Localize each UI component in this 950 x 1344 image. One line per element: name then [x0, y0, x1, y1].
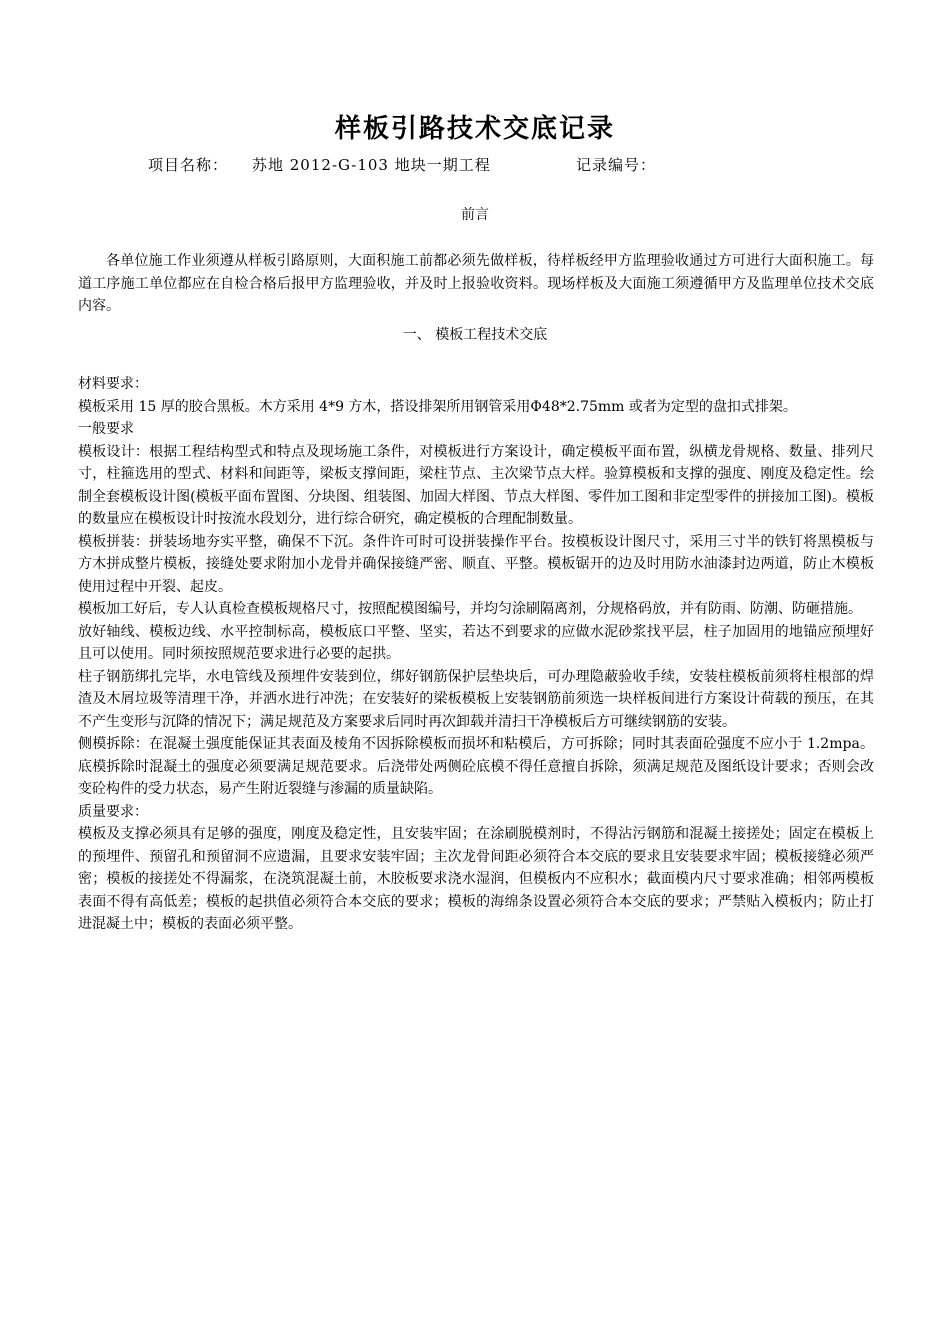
document-title: 样板引路技术交底记录 [334, 114, 615, 144]
section-body [78, 373, 874, 936]
column-rebar-paragraph: 柱子钢筋绑扎完毕，水电管线及预埋件安装到位，绑好钢筋保护层垫块后，可办理隐蔽验收手续，安装柱模板前须将柱根部的焊渣及木屑垃圾等清理干净，并洒水进行冲洗；在安装好的梁板模板上安装钢筋前须选一块样板间进行方案设计荷载的预压，在其不产生变形与沉降的情况下；满足规范及方案要求后同时再次卸载并清扫干净模板后方可继续钢筋的安装。 [78, 668, 874, 730]
section-heading: 一、 模板工程技术交底 [402, 327, 548, 343]
axis-layout-paragraph: 放好轴线、模板边线、水平控制标高，模板底口平整、坚实，若达不到要求的应做水泥砂浆找平层，柱子加固用的地锚应预埋好且可以使用。同时须按照规范要求进行必要的起拱。 [78, 623, 874, 662]
side-form-removal-paragraph: 侧模拆除：在混凝土强度能保证其表面及棱角不因拆除模板而损坏和粘模后，方可拆除；同时其表面砼强度不应小于 1.2mpa。底模拆除时混凝土的强度必须要满足规范要求。后浇带处两侧砼底模不得任意擅自拆除，须满足规范及图纸设计要求；否则会改变砼构件的受力状态，易产生附近裂缝与渗漏的质量缺陷。 [78, 736, 874, 797]
preface-heading: 前言 [461, 207, 489, 223]
quality-requirements-heading: 质量要求： [78, 803, 148, 820]
project-name-value: 苏地 2012-G-103 地块一期工程 [252, 156, 491, 174]
project-info-row [148, 154, 890, 176]
formwork-assembly-paragraph: 模板拼装：拼装场地夯实平整，确保不下沉。条件许可时可设拼装操作平台。按模板设计图尺寸，采用三寸半的铁钉将黑模板与方木拼成整片模板，接缝处要求附加小龙骨并确保接缝严密、顺直、平整。模板锯开的边及时用防水油漆封边两道，防止木模板使用过程中开裂、起皮。 [78, 533, 874, 595]
record-number-label: 记录编号： [576, 156, 657, 174]
general-requirements-heading: 一般要求 [78, 421, 134, 437]
intro-paragraph: 各单位施工作业须遵从样板引路原则，大面积施工前都必须先做样板，待样板经甲方监理验收通过方可进行大面积施工。每道工序施工单位都应在自检合格后报甲方监理验收，并及时上报验收资料。现场样板及大面施工须遵循甲方及监理单位技术交底内容。 [78, 253, 874, 314]
material-requirements-heading: 材料要求： [78, 376, 148, 392]
material-requirements-text: 模板采用 15 厚的胶合黑板。木方采用 4*9 方木，搭设排架所用钢管采用Φ48*2.75mm 或者为定型的盘扣式排架。 [78, 398, 797, 415]
formwork-design-paragraph: 模板设计：根据工程结构型式和特点及现场施工条件，对模板进行方案设计，确定模板平面布置，纵横龙骨规格、数量、排列尺寸，柱箍选用的型式、材料和间距等，梁板支撑间距，梁柱节点、主次梁节点大样。验算模板和支撑的强度、刚度及稳定性。绘制全套模板设计图(模板平面布置图、分块图、组装图、加固大样图、节点大样图、零件加工图和非定型零件的拼接加工图)。模板的数量应在模板设计时按流水段划分，进行综合研究，确定模板的合理配制数量。 [78, 443, 874, 527]
project-name-label: 项目名称： [148, 156, 229, 174]
formwork-inspection-paragraph: 模板加工好后，专人认真检查模板规格尺寸，按照配模图编号，并均匀涂刷隔离剂，分规格码放，并有防雨、防潮、防砸措施。 [78, 601, 862, 617]
quality-requirements-text: 模板及支撑必须具有足够的强度，刚度及稳定性，且安装牢固；在涂刷脱模剂时，不得沾污钢筋和混凝土接搓处；固定在模板上的预埋件、预留孔和预留洞不应遗漏，且要求安装牢固；主次龙骨间距必须符合本交底的要求且安装要求牢固；模板接缝必须严密；模板的接搓处不得漏浆，在浇筑混凝土前，木胶板要求浇水湿润，但模板内不应积水；截面模内尺寸要求准确；相邻两模板表面不得有高低差；模板的起拱值必须符合本交底的要求；模板的海绵条设置必须符合本交底的要求；严禁贴入模板内；防止打进混凝土中；模板的表面必须平整。 [78, 826, 874, 932]
